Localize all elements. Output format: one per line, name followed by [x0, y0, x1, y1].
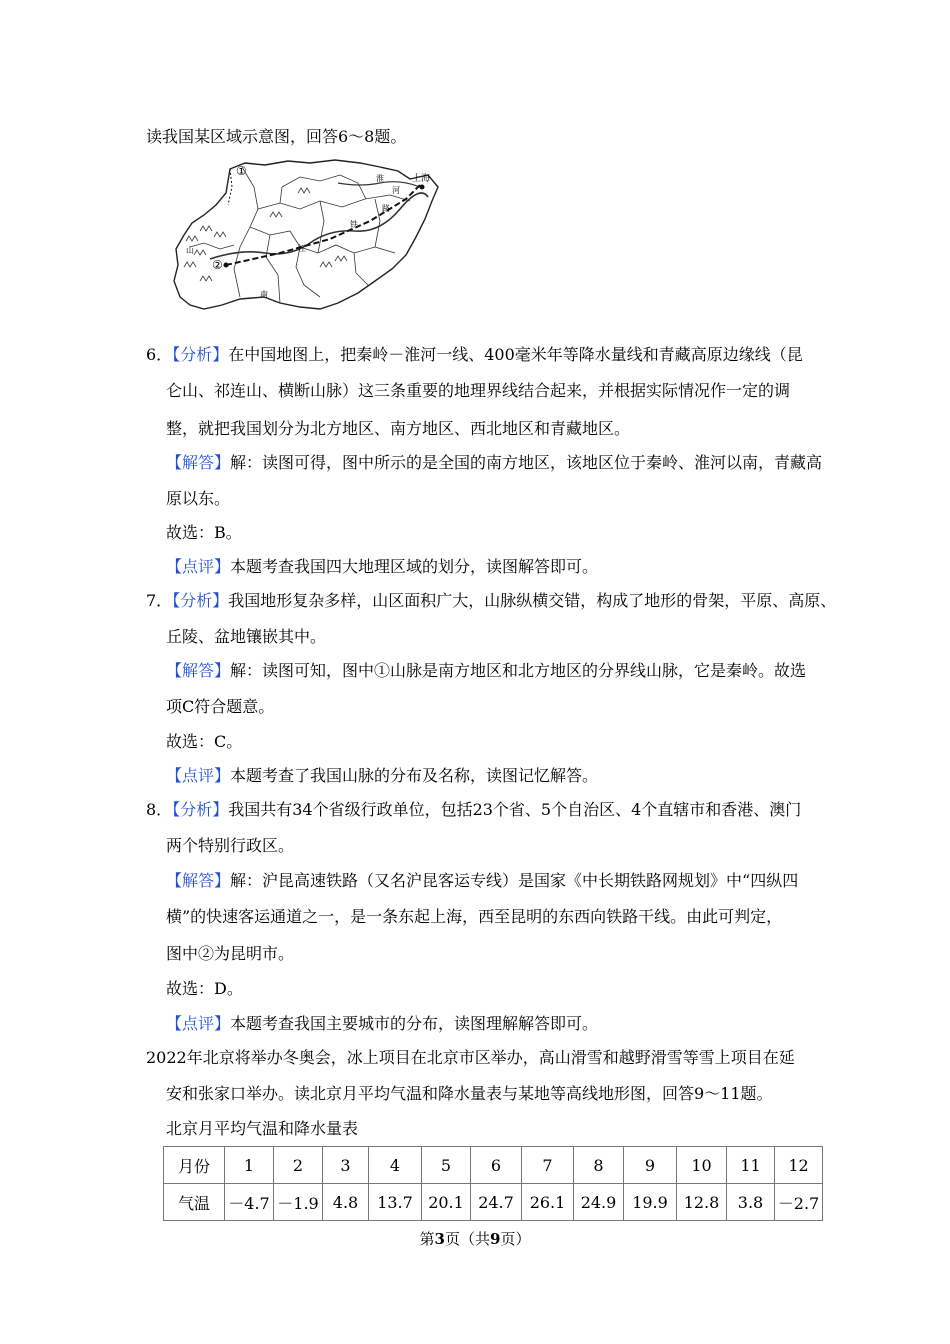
q8-comment: 【点评】本题考查我国主要城市的分布，读图理解解答即可。: [166, 1014, 599, 1033]
table-caption: 北京月平均气温和降水量表: [166, 1119, 359, 1138]
map-label-lu: 路: [382, 204, 390, 213]
temp-cell: －1.9: [274, 1184, 323, 1221]
map-label-2: ②: [212, 258, 223, 272]
q7-analysis-line-1: 7．【分析】我国地形复杂多样，山区面积广大，山脉纵横交错，构成了地形的骨架，平原、高原、: [146, 591, 837, 610]
intro-q9-11-line-1: 2022年北京将举办冬奥会，冰上项目在北京市区举办，高山滑雪和越野滑雪等雪上项目在延: [146, 1048, 795, 1067]
q7-choice: 故选：C。: [166, 732, 243, 751]
month-cell: 8: [574, 1147, 624, 1184]
temp-cell: 13.7: [369, 1184, 422, 1221]
table-row-temps: [164, 1184, 823, 1221]
q7-answer-line-2: 项C符合题意。: [166, 697, 275, 716]
comment-tag: 【点评】: [166, 1014, 231, 1033]
q7-comment: 【点评】本题考查了我国山脉的分布及名称，读图记忆解答。: [166, 766, 599, 785]
map-label-huai: 淮: [376, 174, 384, 183]
map-label-jiang: 江: [298, 244, 306, 253]
month-cell: 3: [323, 1147, 369, 1184]
temp-cell: 3.8: [727, 1184, 775, 1221]
q6-choice: 故选：B。: [166, 523, 242, 542]
q8-analysis-line-2: 两个特别行政区。: [166, 836, 295, 855]
q8-answer-line-1: 【解答】解：沪昆高速铁路（又名沪昆客运专线）是国家《中长期铁路网规划》中“四纵四: [166, 871, 799, 890]
map-label-shan: 山: [186, 246, 194, 255]
q8-choice: 故选：D。: [166, 979, 243, 998]
page-number: 3: [434, 1230, 445, 1248]
intro-q9-11-line-2: 安和张家口举办。读北京月平均气温和降水量表与某地等高线地形图，回答9～11题。: [166, 1084, 773, 1103]
map-label-he: 河: [392, 186, 400, 195]
temp-cell: 20.1: [422, 1184, 471, 1221]
q6-analysis-line-3: 整，就把我国划分为北方地区、南方地区、西北地区和青藏地区。: [166, 419, 631, 438]
climate-table: [163, 1146, 823, 1221]
temp-cell: 26.1: [522, 1184, 574, 1221]
month-cell: 10: [677, 1147, 727, 1184]
intro-q6-8: 读我国某区域示意图，回答6～8题。: [146, 127, 407, 146]
analysis-tag: 【分析】: [172, 800, 229, 819]
map-label-tie: 铁: [350, 220, 358, 229]
q7-answer-line-1: 【解答】解：读图可知，图中①山脉是南方地区和北方地区的分界线山脉，它是秦岭。故选: [166, 661, 807, 680]
temp-header: 气温: [164, 1184, 225, 1221]
q6-comment: 【点评】本题考查我国四大地理区域的划分，读图解答即可。: [166, 557, 599, 576]
temp-cell: 24.7: [471, 1184, 522, 1221]
q6-analysis-line-1: 6．【分析】在中国地图上，把秦岭－淮河一线、400毫米年等降水量线和青藏高原边缘线（昆: [146, 345, 803, 364]
map-label-1: ①: [236, 164, 247, 178]
month-cell: 2: [274, 1147, 323, 1184]
page-footer: 第3页（共9页）: [419, 1230, 531, 1248]
comment-tag: 【点评】: [166, 766, 231, 785]
month-cell: 12: [775, 1147, 823, 1184]
temp-cell: 24.9: [574, 1184, 624, 1221]
q8-analysis-line-1: 8．【分析】我国共有34个省级行政单位，包括23个省、5个自治区、4个直辖市和香港、澳门: [146, 800, 802, 819]
temp-cell: 19.9: [624, 1184, 677, 1221]
q6-answer-line-1: 【解答】解：读图可得，图中所示的是全国的南方地区，该地区位于秦岭、淮河以南，青藏高: [166, 453, 823, 472]
month-cell: 7: [522, 1147, 574, 1184]
answer-tag: 【解答】: [166, 453, 231, 472]
temp-cell: －4.7: [225, 1184, 274, 1221]
temp-cell: 4.8: [323, 1184, 369, 1221]
map-label-nan: 南: [260, 290, 268, 299]
kunming-point: [224, 263, 229, 268]
analysis-tag: 【分析】: [172, 345, 229, 364]
q8-answer-line-2: 横”的快速客运通道之一，是一条东起上海，西至昆明的东西向铁路干线。由此可判定，: [166, 907, 783, 926]
region-map: [170, 157, 440, 315]
month-header: 月份: [164, 1147, 225, 1184]
answer-tag: 【解答】: [166, 661, 231, 680]
comment-tag: 【点评】: [166, 557, 231, 576]
month-cell: 1: [225, 1147, 274, 1184]
temp-cell: 12.8: [677, 1184, 727, 1221]
month-cell: 11: [727, 1147, 775, 1184]
analysis-tag: 【分析】: [172, 591, 229, 610]
page-total: 9: [490, 1230, 501, 1248]
shanghai-point: [420, 185, 425, 190]
q7-analysis-line-2: 丘陵、盆地镶嵌其中。: [166, 627, 327, 646]
q6-analysis-line-2: 仑山、祁连山、横断山脉）这三条重要的地理界线结合起来，并根据实际情况作一定的调: [166, 381, 791, 400]
month-cell: 9: [624, 1147, 677, 1184]
table-row-months: [164, 1147, 823, 1184]
q6-answer-line-2: 原以东。: [166, 489, 231, 508]
answer-tag: 【解答】: [166, 871, 231, 890]
map-label-shanghai: 上海: [412, 174, 431, 184]
temp-cell: －2.7: [775, 1184, 823, 1221]
month-cell: 5: [422, 1147, 471, 1184]
month-cell: 6: [471, 1147, 522, 1184]
month-cell: 4: [369, 1147, 422, 1184]
q8-answer-line-3: 图中②为昆明市。: [166, 944, 295, 963]
